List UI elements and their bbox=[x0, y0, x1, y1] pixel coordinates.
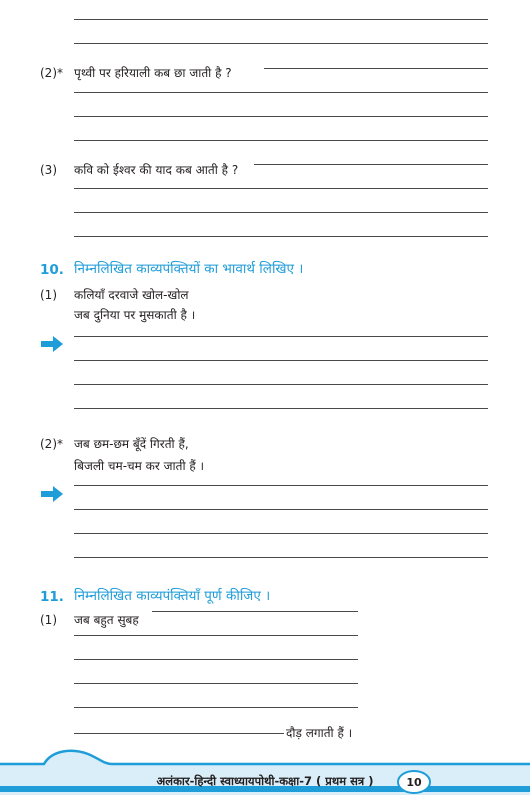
footer-title: अलंकार-हिन्दी स्वाध्यायपोथी-कक्षा-7 ( प्रथम सत्र ) bbox=[156, 774, 374, 788]
poem-line: जब दुनिया पर मुसकाती है । bbox=[74, 308, 196, 322]
poem-line: जब बहुत सुबह bbox=[74, 613, 139, 627]
question-text: कवि को ईश्वर की याद कब आती है ? bbox=[74, 163, 239, 177]
answer-line bbox=[152, 611, 358, 612]
question-number: (2)* bbox=[40, 66, 63, 80]
poem-line: बिजली चम-चम कर जाती हैं । bbox=[74, 459, 205, 473]
answer-line bbox=[74, 509, 488, 510]
question-text: पृथ्वी पर हरियाली कब छा जाती है ? bbox=[74, 66, 232, 80]
answer-line bbox=[74, 212, 488, 213]
answer-line bbox=[74, 533, 488, 534]
answer-line bbox=[74, 683, 358, 684]
answer-line bbox=[74, 336, 488, 337]
section-heading: निम्नलिखित काव्यपंक्तियाँ पूर्ण कीजिए । bbox=[74, 588, 271, 604]
answer-line bbox=[74, 140, 488, 141]
poem-line: दौड़ लगाती हैं । bbox=[286, 726, 353, 740]
answer-line bbox=[74, 92, 488, 93]
answer-line bbox=[74, 384, 488, 385]
answer-line bbox=[74, 733, 284, 734]
answer-line bbox=[74, 188, 488, 189]
answer-line bbox=[74, 116, 488, 117]
answer-line bbox=[74, 485, 488, 486]
page-number: 10 bbox=[406, 776, 422, 789]
answer-line bbox=[74, 659, 358, 660]
answer-line bbox=[74, 707, 358, 708]
poem-line: जब छम-छम बूँदें गिरती हैं, bbox=[74, 437, 189, 451]
answer-line bbox=[74, 43, 488, 44]
answer-line bbox=[74, 236, 488, 237]
arrow-icon bbox=[41, 336, 63, 352]
section-heading: निम्नलिखित काव्यपंक्तियों का भावार्थ लिखिए । bbox=[74, 261, 304, 277]
item-number: (1) bbox=[40, 613, 57, 627]
answer-line bbox=[74, 360, 488, 361]
answer-line bbox=[74, 635, 358, 636]
item-number: (1) bbox=[40, 288, 57, 302]
answer-line bbox=[74, 19, 488, 20]
question-number: (3) bbox=[40, 163, 57, 177]
answer-line bbox=[264, 68, 488, 69]
section-number: 11. bbox=[40, 589, 64, 605]
arrow-icon bbox=[41, 486, 63, 502]
answer-line bbox=[74, 408, 488, 409]
answer-line bbox=[74, 557, 488, 558]
item-number: (2)* bbox=[40, 437, 63, 451]
answer-line bbox=[254, 164, 488, 165]
section-number: 10. bbox=[40, 262, 64, 278]
poem-line: कलियाँ दरवाजे खोल-खोल bbox=[74, 288, 189, 302]
